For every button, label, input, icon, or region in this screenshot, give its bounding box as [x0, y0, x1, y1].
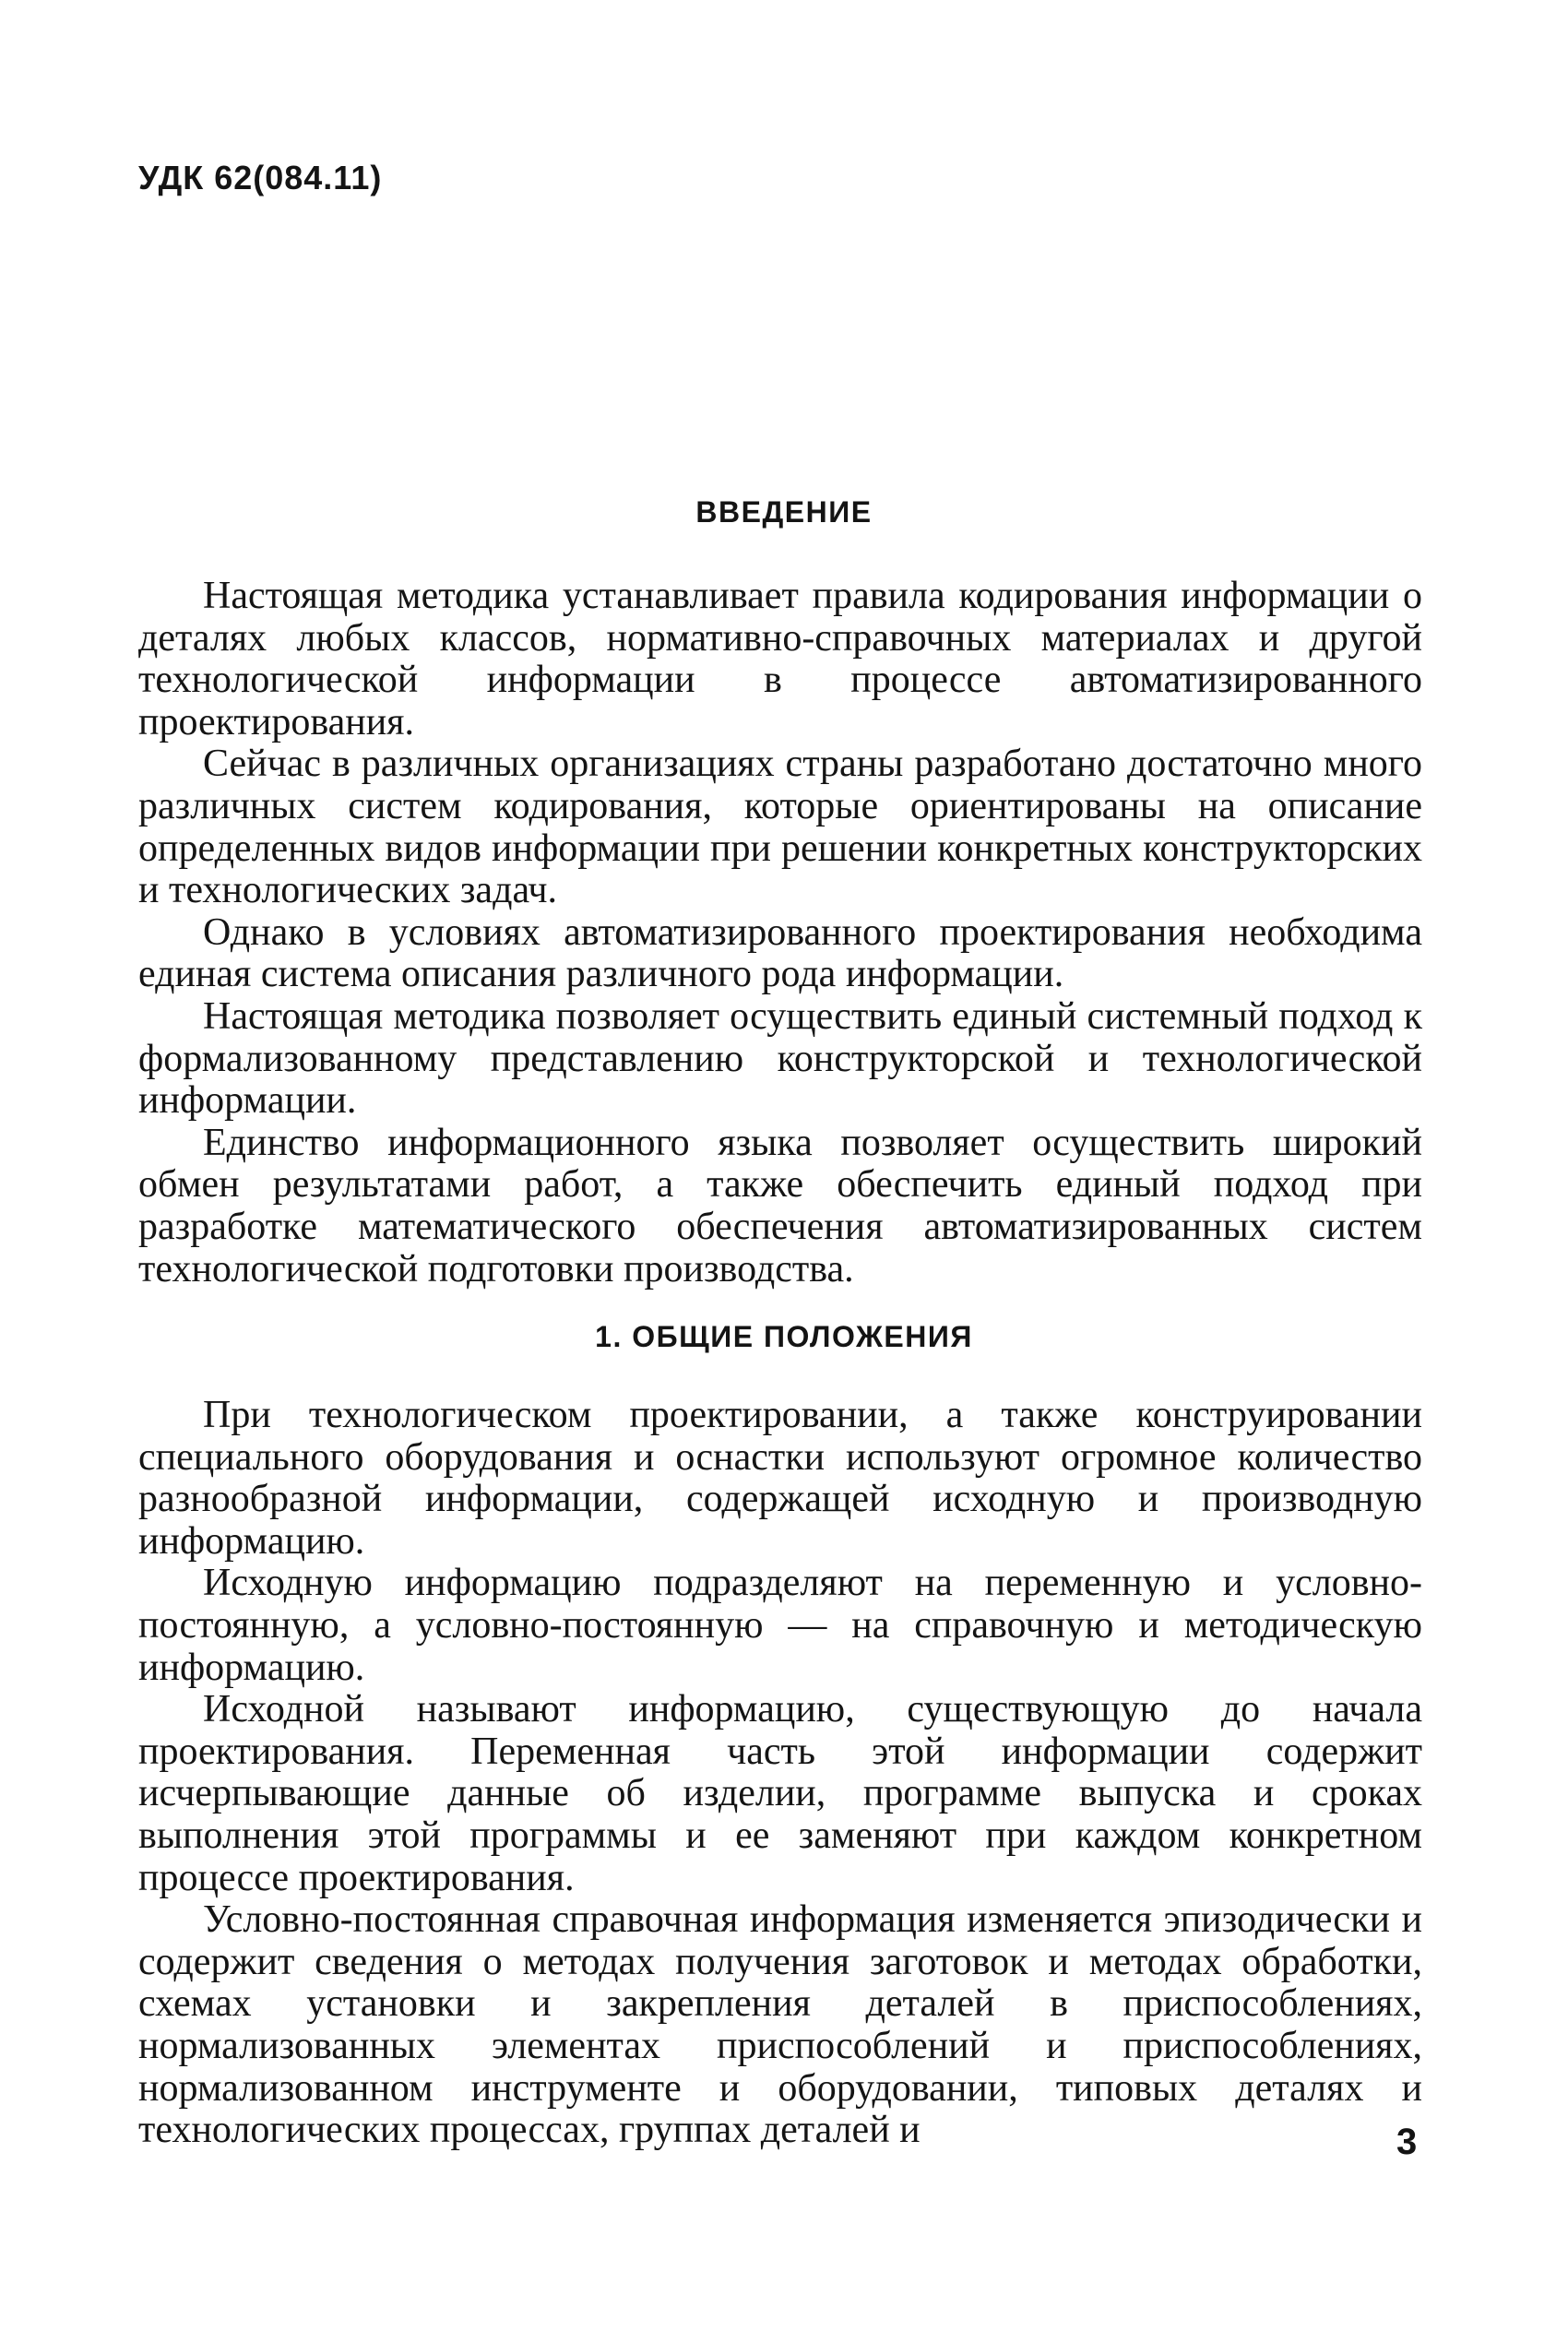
- intro-paragraph-3: Однако в условиях автоматизированного проектирования необходима единая система описания различного рода информации.: [138, 910, 1422, 996]
- section-1-paragraph-2: Исходную информацию подразделяют на переменную и условно-постоянную, а условно-постоянную — на справочную и методическую информацию.: [138, 1562, 1422, 1689]
- intro-paragraph-4: Настоящая методика позволяет осуществить единый системный подход к формализованному представлению конструкторской и технологической информации.: [138, 994, 1422, 1123]
- section-1-paragraph-4: Условно-постоянная справочная информация изменяется эпизодически и содержит сведения о методах получения заготовок и методах обработки, схемах установки и закрепления деталей в приспособлениях, нормализованных элементах приспособлений и приспособлениях, нормализованном инструменте и оборудовании, типовых деталях и технологических процессах, группах деталей и: [138, 1898, 1422, 2152]
- intro-paragraph-1: Настоящая методика устанавливает правила кодирования информации о деталях любых классов, нормативно-справочных материалах и другой технологической информации в процессе автоматизированного проектирования.: [138, 575, 1422, 743]
- page-number: 3: [1396, 2122, 1418, 2162]
- udk-code: УДК 62(084.11): [138, 159, 383, 196]
- intro-body: [138, 576, 1422, 1290]
- section-1-paragraph-1: При технологическом проектировании, а также конструировании специального оборудования и оснастки используют огромное количество разнообразной информации, содержащей исходную и производную информацию.: [138, 1394, 1422, 1563]
- intro-paragraph-5: Единство информационного языка позволяет осуществить широкий обмен результатами работ, а также обеспечить единый подход при разработке математического обеспечения автоматизированных систем технологической подготовки производства.: [138, 1121, 1422, 1290]
- intro-heading: ВВЕДЕНИЕ: [695, 495, 873, 529]
- section-1-paragraph-3: Исходной называют информацию, существующую до начала проектирования. Переменная часть этой информации содержит исчерпывающие данные об изделии, программе выпуска и сроках выполнения этой программы и ее заменяют при каждом конкретном процессе проектирования.: [138, 1688, 1422, 1899]
- section-1-heading: 1. ОБЩИЕ ПОЛОЖЕНИЯ: [595, 1320, 973, 1353]
- intro-paragraph-2: Сейчас в различных организациях страны разработано достаточно много различных систем кодирования, которые ориентированы на описание определенных видов информации при решении конкретных конструкторских и технологических задач.: [138, 743, 1422, 912]
- section-1-body: [138, 1395, 1422, 2152]
